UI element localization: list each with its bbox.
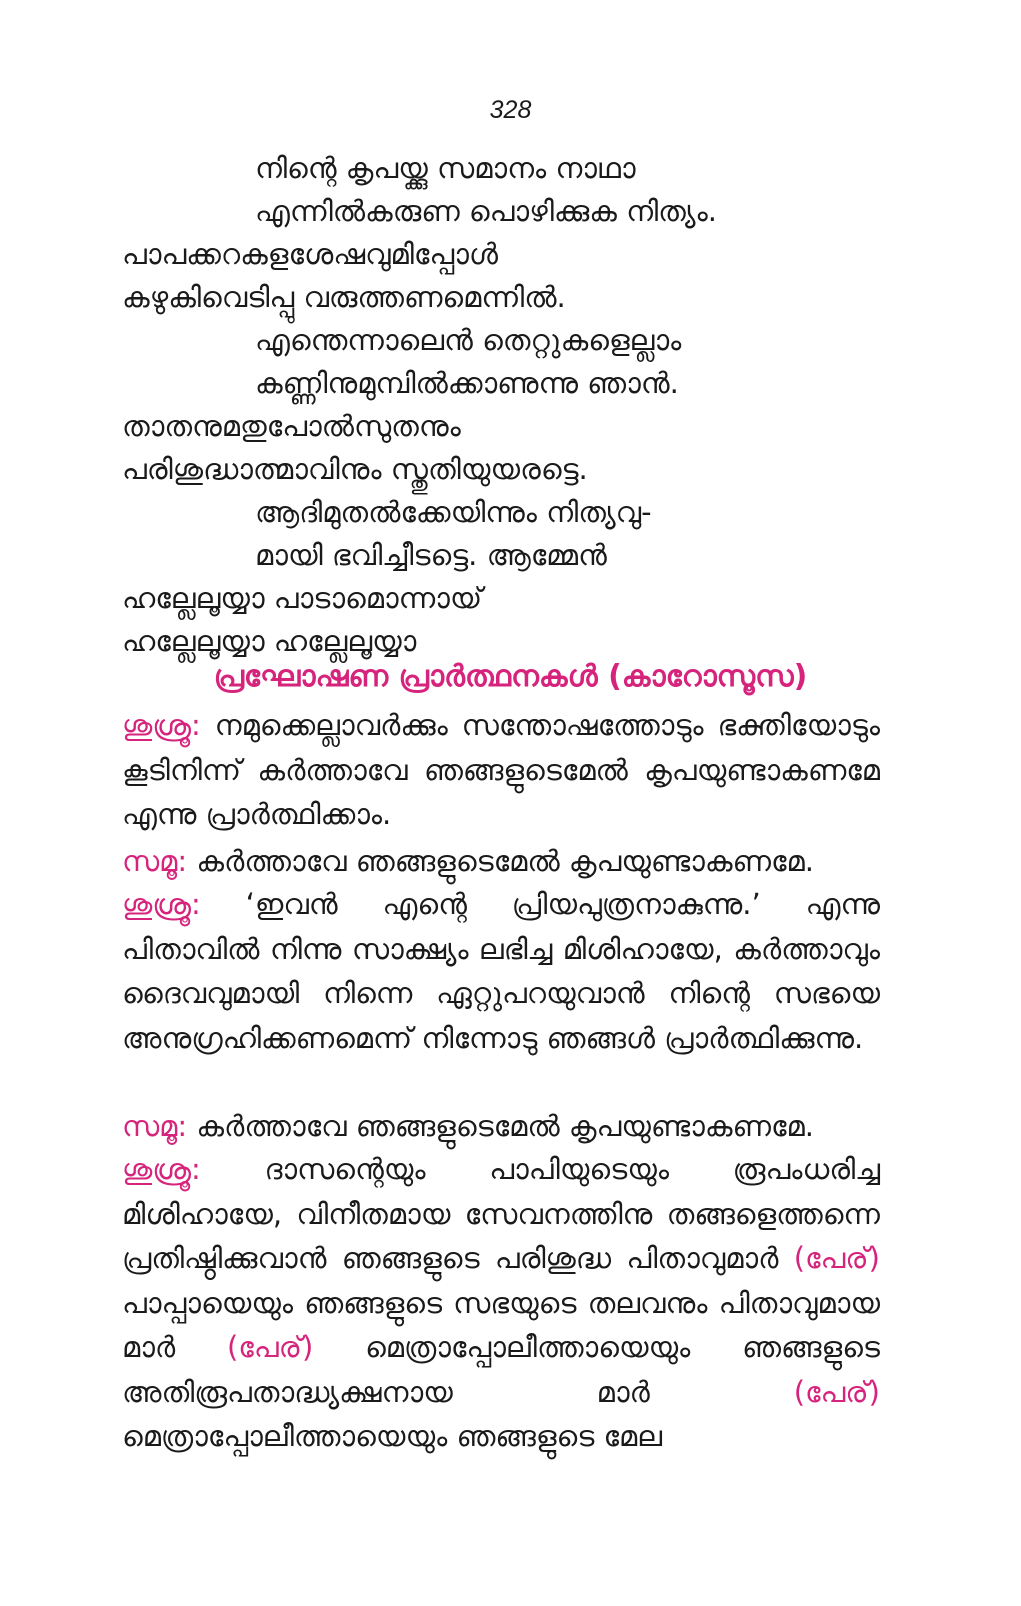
name-placeholder-major-archbishop: (പേര്): [226, 1330, 314, 1364]
speaker-deacon: ശുശ്രൂ:: [122, 887, 201, 921]
response-1: [122, 839, 880, 884]
hymn-line-8: പരിശുദ്ധാത്മാവിനും സ്തുതിയുയരട്ടെ.: [122, 452, 588, 486]
speaker-congregation: സമൂ:: [122, 844, 188, 878]
prayer-2: [122, 882, 880, 1060]
hymn-line-5: എന്തെന്നാലെൻ തെറ്റുകളെല്ലാം: [255, 323, 682, 357]
prayer-3: [122, 1147, 880, 1459]
hymn-line-11: ഹല്ലേലൂയ്യാ പാടാമൊന്നായ്: [122, 581, 483, 615]
prayer-3-text-c: മെത്രാപ്പോലീത്തായെയും ഞങ്ങളുടെ അതിരൂപതാദ്ധ്യക്ഷനായ മാർ: [122, 1330, 880, 1409]
name-placeholder-archbishop: (പേര്): [793, 1374, 880, 1409]
response-2-text: കർത്താവേ ഞങ്ങളുടെമേൽ കൃപയുണ്ടാകണമേ.: [187, 1109, 814, 1143]
prayer-1: [122, 703, 880, 837]
speaker-deacon: ശുശ്രൂ:: [122, 708, 201, 742]
hymn-line-2: എന്നിൽകരുണ പൊഴിക്കുക നിത്യം.: [255, 194, 717, 228]
hymn-line-4: കഴുകിവെടിപ്പു വരുത്തണമെന്നിൽ.: [122, 280, 566, 314]
page-number: 328: [489, 96, 532, 124]
response-1-text: കർത്താവേ ഞങ്ങളുടെമേൽ കൃപയുണ്ടാകണമേ.: [187, 844, 814, 878]
prayer-1-text: നമുക്കെല്ലാവർക്കും സന്തോഷത്തോടും ഭക്തിയോടും കൂടിനിന്ന് കർത്താവേ ഞങ്ങളുടെമേൽ കൃപയുണ്ടാകണമേ എന്നു പ്രാർത്ഥിക്കാം.: [122, 708, 880, 831]
hymn-line-12: ഹല്ലേലൂയ്യാ ഹല്ലേലൂയ്യാ: [122, 624, 417, 658]
speaker-congregation: സമൂ:: [122, 1109, 188, 1143]
prayer-3-text-a: ദാസന്റെയും പാപിയുടെയും രൂപംധരിച്ച മിശിഹായേ, വിനീതമായ സേവനത്തിനു തങ്ങളെത്തന്നെ പ്രതിഷ്ഠിക്കുവാൻ ഞങ്ങളുടെ പരിശുദ്ധ പിതാവുമാർ: [122, 1152, 880, 1275]
prayer-2-text: ‘ഇവൻ എന്റെ പ്രിയപുത്രനാകുന്നു.’ എന്നു പിതാവിൽ നിന്നു സാക്ഷ്യം ലഭിച്ച മിശിഹായേ, കർത്താവും ദൈവവുമായി നിന്നെ ഏറ്റുപറയുവാൻ നിന്റെ സഭയെ അനുഗ്രഹിക്കണമെന്ന് നിന്നോടു ഞങ്ങൾ പ്രാർത്ഥിക്കുന്നു.: [122, 887, 880, 1055]
hymn-line-9: ആദിമുതൽക്കേയിന്നും നിത്യവു-: [255, 495, 652, 529]
hymn-line-10: മായി ഭവിച്ചീടട്ടെ. ആമ്മേൻ: [255, 538, 607, 572]
section-heading: പ്രഘോഷണ പ്രാർത്ഥനകൾ (കാറോസൂസ): [213, 659, 808, 694]
name-placeholder-pope: (പേര്): [793, 1241, 880, 1275]
hymn-line-6: കണ്ണിനുമുമ്പിൽക്കാണുന്നു ഞാൻ.: [255, 366, 679, 400]
hymn-line-7: താതനുമതുപോൽസുതനും: [122, 409, 461, 443]
hymn-line-1: നിന്റെ കൃപയ്ക്കു സമാനം നാഥാ: [255, 151, 636, 185]
prayer-3-text-d: മെത്രാപ്പോലീത്തായെയും ഞങ്ങളുടെ മേല: [122, 1419, 663, 1453]
response-2: [122, 1104, 880, 1149]
hymn-line-3: പാപക്കറകളശേഷവുമിപ്പോൾ: [122, 237, 498, 271]
speaker-deacon: ശുശ്രൂ:: [122, 1152, 201, 1186]
prayer-3-text-b: പാപ്പായെയും ഞങ്ങളുടെ സഭയുടെ തലവനും പിതാവുമായ മാർ: [122, 1285, 880, 1364]
